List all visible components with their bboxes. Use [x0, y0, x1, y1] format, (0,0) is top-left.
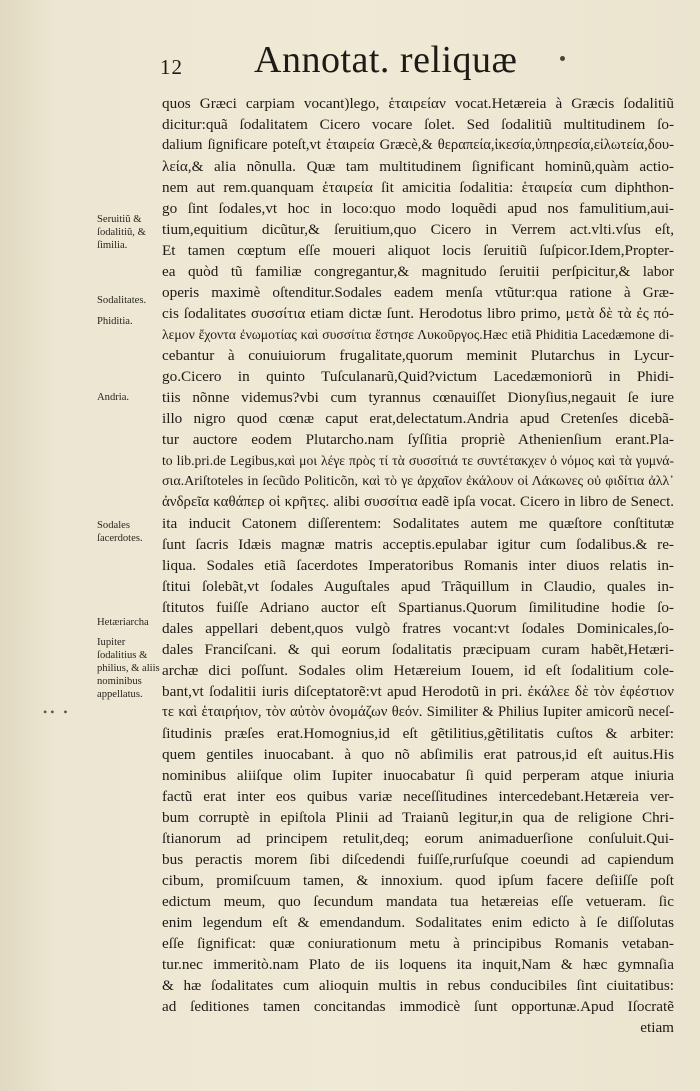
margin-note-sodalitates: Sodalitates.	[97, 295, 147, 306]
body-line: operis maximè oſtenditur.Sodales eadem menſa vtũtur:qua ratione à Græ-	[162, 284, 674, 301]
body-line: cebantur à conuiuiorum frugalitate,quorum meminit Plutarchus in Lycur-	[162, 347, 674, 364]
running-head: Annotat. reliquæ	[254, 39, 518, 81]
body-text	[162, 93, 674, 1038]
margin-note-sodales-sacerdotes: Sodales ſacerdotes.	[97, 520, 143, 544]
body-line: etiam	[640, 1019, 674, 1036]
margin-note-phiditia: Phiditia.	[97, 316, 133, 327]
body-line: tur auctore eodem Plutarcho.nam ſyſſitia propriè Athenienſium erant.Pla-	[162, 431, 674, 448]
body-line: enim legendum eſt & emendandum. Sodalitates enim edicto à ſe diſſolutas	[162, 914, 674, 931]
body-line: edictum meum, quo ſecundum mandata tua hetæreias eſſe vetueram. ſic	[162, 893, 674, 910]
body-line: tur.nec immeritò.nam Plato de iis loquens ita inquit,Nam & hæc gymnaſia	[162, 956, 674, 973]
page-number: 12	[160, 55, 183, 79]
body-line: τε καὶ ἑταιρήιον, τὸν αὐτὸν ὀνομάζων θεόν. Similiter & Philius Iupiter amicorũ neceſ-	[162, 704, 674, 720]
body-line: tium,equitium dicũtur,& ſeruitium,quo Cicero in Verrem act.vlti.vſus eſt,	[162, 221, 674, 238]
body-line: quos Græci carpiam vocant)lego, ἑταιρείαν vocat.Hetæreia à Græcis ſodalitiũ	[162, 95, 674, 112]
stray-ink-mark: •• •	[43, 705, 71, 719]
body-line: ea quòd tũ familiæ congregantur,& magnitudo ſeruitii perſpicitur,& labor	[162, 263, 674, 280]
body-line: to lib.pri.de Legibus,καὶ μοι λέγε πρὸς τί τὰ συσσίτιά τε συντέτακχεν ὁ νόμος καὶ τὰ γυμνά-	[162, 453, 674, 468]
body-line: nem aut rem.quanquam ἑταιρεία ſit amicitia ſodalitia: ἑταιρεία cum diphthon-	[162, 179, 674, 196]
body-line: cibum, promiſcuum tamen, & innoxium. quod ipſum facere deſiiſſe poſt	[162, 872, 674, 889]
body-line: go ſint ſodales,vt hoc in loco:quo modo loquẽdi apud nos famulitium,aui-	[162, 200, 674, 217]
body-line: & hæ ſodalitates cum alioquin multis in rebus conducibiles ſint ciuitatibus:	[162, 977, 674, 994]
body-line: dicitur:quã ſodalitatem Cicero vocare ſolet. Sed ſodalitiũ multitudinem ſo-	[162, 116, 674, 133]
body-line: bus peractis morem ſibi diſcedendi fuiſſe,rurſuſque coeundi ad capiendum	[162, 851, 674, 868]
margin-note-seruitium: Seruitiũ & ſodalitiũ, & ſimilia.	[97, 214, 146, 251]
body-line: ſtianorum ad principem retulit,deq; eorum animaduerſione conſuluit.Qui-	[162, 830, 674, 847]
body-line: dales appellari debent,quos vulgò fratres vocant:vt ſodales Dominicales,ſo-	[162, 620, 674, 637]
body-line: archæ dici poſſunt. Sodales olim Hetæreium Iouem, id eſt ſodalitium cole-	[162, 662, 674, 679]
body-line: go.Cicero in quinto Tuſculanarũ,Quid?victum Lacedæmoniorũ in Phidi-	[162, 368, 674, 385]
margin-note-andria: Andria.	[97, 392, 130, 403]
body-line: quem gentiles inuocabant. à quo nõ abſimilis erat patrous,id eſt auitus.His	[162, 746, 674, 763]
body-line: ſtitutos fuiſſe Adriano auctor eſt Spartianus.Quorum ſimilitudine hodie ſo-	[162, 599, 674, 616]
body-line: ita inducit Catonem diſſerentem: Sodalitates autem me quæſtore conſtitutæ	[162, 515, 674, 532]
body-line: Et tamen cœptum eſſe moueri aliquot locis ſeruitiũ ſuſpicor.Idem,Propter-	[162, 242, 674, 259]
body-line: dales Franciſcani. & qui eorum ſodalitatis præcipuam curam habẽt,Hetæri-	[162, 641, 674, 658]
body-line: ſunt ſacris Idæis magnæ matris acceptis.epulabar igitur cum ſodalibus.& re-	[162, 536, 674, 553]
body-line: σια.Ariſtoteles in ſecũdo Politicõn, καὶ τὸ γε ἀρχαῖον ἐκάλουν οἱ Λάκωνες οὐ φιδίτια ἀλλ᾽	[162, 474, 674, 489]
body-line: ad ſeditiones tamen concitandas immodicè ſunt opportunæ.Apud Iſocratẽ	[162, 998, 674, 1015]
body-line: nominibus aliiſque olim Iupiter inuocabatur ſi quid perperam atque iniuria	[162, 767, 674, 784]
body-line: ſtitui ſolebãt,vt ſodales Auguſtales apud Trãquillum in Claudio, quales in-	[162, 578, 674, 595]
body-line: eſſe ſignificat: quæ coniurationum metu à principibus Romanis vetaban-	[162, 935, 674, 952]
body-line: ἀνδρεῖα καθάπερ οἱ κρῆτες. alibi συσσίτια eadẽ ipſa vocat. Cicero in libro de Senect.	[162, 494, 674, 510]
body-line: cis ſodalitates συσσίτια etiam dictæ ſunt. Herodotus libro primo, μετὰ δὲ τὰ ἐς πό-	[162, 305, 674, 322]
ornament-dot	[560, 56, 565, 61]
body-line: factũ erat inter eos quibus variæ neceſſitudines intercedebant.Hetæreia ver-	[162, 788, 674, 805]
body-line: tiis nõnne videmus?vbi cum tyrannus cœnauiſſet Dionyſius,negauit ſe iure	[162, 389, 674, 406]
body-line: ſitudinis præſes erat.Homognius,id eſt gẽtilitius,gẽtilitatis cuſtos & arbiter:	[162, 725, 674, 742]
body-line: illo nigro quod cœnæ caput erat,delectatum.Andria apud Cretenſes dicebã-	[162, 410, 674, 427]
body-line: bum corruptè in epiſtola Plinii ad Traianũ legitur,in qua de religione Chri-	[162, 809, 674, 826]
body-line: liqua. Sodales etiã ſacerdotes Imperatoribus Romanis inter diuos relatis in-	[162, 557, 674, 574]
body-line: bant,vt ſodalitii iuris diſceptatorẽ:vt apud Herodotũ in pri. ἐκάλεε δὲ τὸν ἐφέστιον	[162, 683, 674, 700]
body-line: dalium ſignificare poteſt,vt ἑταιρεία Græcè,& θεραπεία,ἱκεσία,ὑπηρεσία,εἰλωτεία,δου-	[162, 137, 674, 153]
body-line: λεμον ἔχοντα ἐνωμοτίας καὶ συσσίτια ἔστησε Λυκοῦργος.Hæc etiã Phiditia Lacedæmone di-	[162, 327, 674, 342]
margin-note-iupiter: Iupiter ſodalitius & philius, & aliis nominibus appellatus.	[97, 637, 160, 700]
body-line: λεία,& alia nõnulla. Quæ tam multitudinem ſignificant hominũ,quàm actio-	[162, 158, 674, 175]
margin-note-hetaeriarcha: Hetæriarcha	[97, 617, 149, 628]
